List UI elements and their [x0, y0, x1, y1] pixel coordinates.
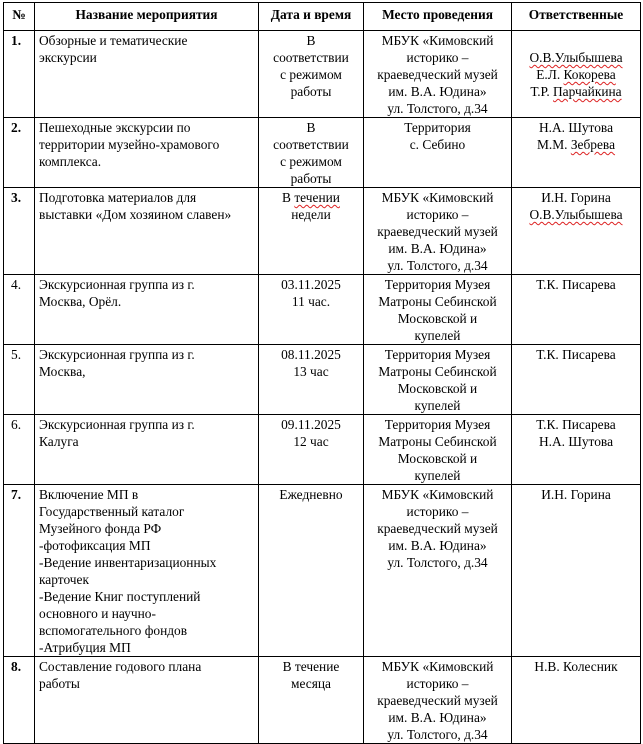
event-date-line: месяца: [291, 676, 331, 691]
event-name: [35, 345, 259, 415]
event-venue-line: МБУК «Кимовский: [381, 487, 494, 502]
event-venue-line: Матроны Себинской: [378, 294, 497, 309]
event-responsible: [512, 118, 641, 188]
event-date-line: соответствии: [273, 137, 349, 152]
event-responsible: [512, 485, 641, 657]
event-venue: [364, 118, 512, 188]
event-venue: [364, 188, 512, 275]
row-number: 5.: [4, 345, 35, 415]
event-venue-line: с. Себино: [409, 137, 466, 152]
row-number: 1.: [4, 31, 35, 118]
table-row: [4, 31, 641, 118]
event-venue-line: им. В.А. Юдина»: [388, 710, 487, 725]
event-venue-line: историко –: [406, 504, 469, 519]
event-name-line: Включение МП в: [39, 487, 139, 502]
event-date-line: работы: [290, 171, 332, 186]
table-row: [4, 275, 641, 345]
event-date-line: 08.11.2025: [281, 347, 341, 362]
event-venue-line: Матроны Себинской: [378, 434, 497, 449]
event-date: [259, 657, 364, 744]
event-name-line: основного и научно-: [39, 606, 156, 621]
event-name: [35, 31, 259, 118]
event-name-line: -фотофиксация МП: [39, 538, 151, 553]
event-responsible: [512, 188, 641, 275]
table-header-row: [4, 3, 641, 31]
event-responsible-line: О.В.Улыбышева: [529, 207, 623, 222]
event-responsible-line: О.В.Улыбышева: [529, 50, 623, 65]
event-name-line: Экскурсионная группа из г.: [39, 277, 195, 292]
event-venue-line: Московской и: [397, 381, 478, 396]
event-name: [35, 275, 259, 345]
event-venue-line: историко –: [406, 50, 469, 65]
event-date-line: 09.11.2025: [281, 417, 341, 432]
header-date-time: Дата и время: [259, 3, 364, 31]
event-responsible-line: М.М. Зебрева: [536, 137, 616, 152]
event-venue-line: Территория Музея: [384, 417, 491, 432]
table-row: [4, 188, 641, 275]
event-venue-line: ул. Толстого, д.34: [387, 101, 488, 116]
event-date-line: В: [306, 120, 316, 135]
event-venue-line: им. В.А. Юдина»: [388, 241, 487, 256]
event-responsible-line: Т.К. Писарева: [536, 277, 616, 292]
event-date: [259, 345, 364, 415]
event-venue-line: МБУК «Кимовский: [381, 659, 494, 674]
event-venue-line: ул. Толстого, д.34: [387, 727, 488, 742]
event-venue-line: купелей: [414, 328, 461, 343]
event-responsible: [512, 275, 641, 345]
event-date-line: В: [306, 33, 316, 48]
event-responsible-line: Е.Л. Кокорева: [536, 67, 616, 82]
event-name-line: Москва, Орёл.: [39, 294, 122, 309]
event-venue-line: ул. Толстого, д.34: [387, 555, 488, 570]
event-venue: [364, 485, 512, 657]
event-venue-line: им. В.А. Юдина»: [388, 538, 487, 553]
event-date-line: В течении: [282, 190, 340, 205]
event-date-line: с режимом: [280, 67, 342, 82]
event-name-line: Обзорные и тематические: [39, 33, 188, 48]
table-row: [4, 118, 641, 188]
event-responsible-line: Т.К. Писарева: [536, 347, 616, 362]
event-venue-line: краеведческий музей: [377, 693, 498, 708]
event-responsible-line: Т.К. Писарева: [536, 417, 616, 432]
event-date-line: 13 час: [293, 364, 329, 379]
event-name-line: комплекса.: [39, 154, 102, 169]
event-name-line: территории музейно-храмового: [39, 137, 220, 152]
event-venue-line: историко –: [406, 676, 469, 691]
event-date-line: 12 час: [293, 434, 329, 449]
event-venue-line: им. В.А. Юдина»: [388, 84, 487, 99]
event-venue: [364, 31, 512, 118]
event-name-line: -Атрибуция МП: [39, 640, 131, 655]
event-responsible: [512, 657, 641, 744]
event-venue-line: Московской и: [397, 451, 478, 466]
event-name-line: Экскурсионная группа из г.: [39, 417, 195, 432]
event-responsible-line: Н.А. Шутова: [538, 434, 614, 449]
event-name-line: -Ведение Книг поступлений: [39, 589, 201, 604]
event-responsible-line: И.Н. Горина: [541, 487, 611, 502]
table-row: [4, 657, 641, 744]
events-table: [3, 2, 641, 744]
event-name-line: Составление годового плана: [39, 659, 202, 674]
event-name-line: карточек: [39, 572, 89, 587]
event-date: [259, 275, 364, 345]
event-name-line: Калуга: [39, 434, 79, 449]
event-date: [259, 118, 364, 188]
event-name-line: -Ведение инвентаризационных: [39, 555, 217, 570]
event-date-line: работы: [290, 84, 332, 99]
event-venue: [364, 657, 512, 744]
row-number: 8.: [4, 657, 35, 744]
event-date-line: с режимом: [280, 154, 342, 169]
event-responsible: [512, 345, 641, 415]
row-number: 7.: [4, 485, 35, 657]
event-venue-line: Московской и: [397, 311, 478, 326]
event-name-line: Государственный каталог: [39, 504, 185, 519]
row-number: 6.: [4, 415, 35, 485]
event-responsible-line: Н.В. Колесник: [534, 659, 618, 674]
event-name-line: Москва,: [39, 364, 86, 379]
table-body: [4, 31, 641, 744]
event-venue: [364, 275, 512, 345]
event-name-line: Экскурсионная группа из г.: [39, 347, 195, 362]
row-number: 3.: [4, 188, 35, 275]
event-venue: [364, 345, 512, 415]
event-responsible-line: И.Н. Горина: [541, 190, 611, 205]
event-date-line: 03.11.2025: [281, 277, 341, 292]
event-date-line: недели: [291, 207, 331, 222]
event-venue-line: краеведческий музей: [377, 224, 498, 239]
event-responsible-line: [516, 32, 636, 49]
table-row: [4, 485, 641, 657]
event-venue-line: МБУК «Кимовский: [381, 33, 494, 48]
event-name-line: Пешеходные экскурсии по: [39, 120, 191, 135]
event-venue: [364, 415, 512, 485]
event-date-line: В течение: [282, 659, 340, 674]
event-name: [35, 415, 259, 485]
event-name-line: экскурсии: [39, 50, 97, 65]
event-name: [35, 485, 259, 657]
event-venue-line: краеведческий музей: [377, 67, 498, 82]
event-date: [259, 485, 364, 657]
header-venue: Место проведения: [364, 3, 512, 31]
event-venue-line: МБУК «Кимовский: [381, 190, 494, 205]
event-responsible: [512, 415, 641, 485]
event-responsible-line: Т.Р. Парчайкина: [530, 84, 622, 99]
event-name-line: работы: [39, 676, 80, 691]
event-name: [35, 188, 259, 275]
event-date-line: 11 час.: [291, 294, 331, 309]
event-name-line: Музейного фонда РФ: [39, 521, 162, 536]
event-responsible: [512, 31, 641, 118]
event-date: [259, 188, 364, 275]
event-venue-line: краеведческий музей: [377, 521, 498, 536]
table-row: [4, 415, 641, 485]
event-responsible-line: Н.А. Шутова: [538, 120, 614, 135]
event-date-line: Ежедневно: [279, 487, 343, 502]
table-row: [4, 345, 641, 415]
event-venue-line: Территория: [404, 120, 471, 135]
event-date: [259, 31, 364, 118]
event-venue-line: купелей: [414, 468, 461, 483]
event-venue-line: историко –: [406, 207, 469, 222]
header-responsible: Ответственные: [512, 3, 641, 31]
event-name-line: вспомогательного фондов: [39, 623, 188, 638]
event-venue-line: Матроны Себинской: [378, 364, 497, 379]
event-date-line: соответствии: [273, 50, 349, 65]
row-number: 4.: [4, 275, 35, 345]
event-venue-line: Территория Музея: [384, 347, 491, 362]
event-venue-line: Территория Музея: [384, 277, 491, 292]
header-number: №: [4, 3, 35, 31]
event-name: [35, 118, 259, 188]
event-name: [35, 657, 259, 744]
event-venue-line: ул. Толстого, д.34: [387, 258, 488, 273]
event-date: [259, 415, 364, 485]
event-name-line: Подготовка материалов для: [39, 190, 197, 205]
event-name-line: выставки «Дом хозяином славен»: [39, 207, 232, 222]
row-number: 2.: [4, 118, 35, 188]
event-venue-line: купелей: [414, 398, 461, 413]
header-event-name: Название мероприятия: [35, 3, 259, 31]
